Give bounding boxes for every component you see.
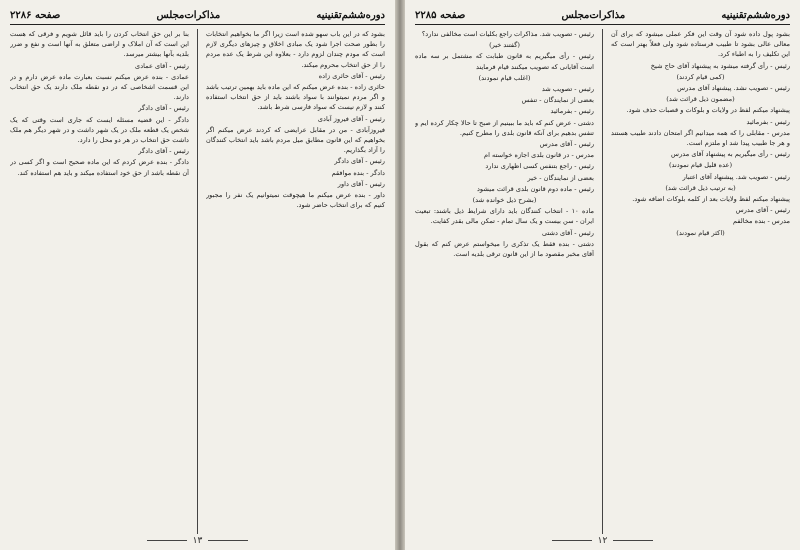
paragraph: بعضی از نمایندگان - خیر bbox=[527, 173, 594, 182]
paragraph: دشتی - بنده فقط یک تذکری را میخواستم عرض کنم که بقول آقای مخبر مقصود ما از این قانون ترقی بلدیه است. bbox=[415, 239, 594, 259]
header-title: مذاکرات‌مجلس bbox=[156, 9, 221, 21]
paragraph: بشود پول داده شود آن وقت این فکر عملی میشود که برای آن معالی عالی بشود تا طبیب فرستاده شود ولی فعلاً بهتر است که این تکلیف را به اطباء کرد. bbox=[611, 30, 790, 59]
paragraph: رئیس - رأی میگیریم به قانون طبابت که مشتمل بر سه ماده است آقایانی که تصویب میکنند قیام فرمایند bbox=[415, 52, 594, 71]
paragraph: (به ترتیب ذیل قرائت شد) bbox=[665, 183, 736, 192]
paragraph: حائری زاده - بنده عرض میکنم که این ماده باید بهمین ترتیب باشد و اگر مردم نمیتوانند با سواد باشند باید از حق انتخاب استفاده کنند و لازم نیست که سواد فارسی شرط باشد. bbox=[206, 83, 385, 112]
header-rule bbox=[415, 24, 790, 25]
paragraph: عمادی - بنده عرض میکنم نسبت بعبارت ماده عرض دارم و در این قسمت اشخاصی که در دو نقطه ملک دارند یک حق انتخاب دارند. bbox=[10, 72, 189, 102]
paragraph: رئیس - بفرمائید bbox=[550, 107, 594, 116]
paragraph: رئیس - تصویب شد bbox=[541, 85, 594, 94]
paragraph: پیشنهاد میکنم لفظ ولایات بعد از کلمه بلوکات اضافه شود. bbox=[632, 195, 790, 204]
page-number: ۱۳ bbox=[0, 536, 395, 546]
paragraph: دادگر - بنده عرض کردم که این ماده صحیح است و اگر کسی در آن نقطه باشد از حق خود استفاده میکند و باید هم استفاده کند. bbox=[10, 158, 189, 177]
book-gutter bbox=[395, 0, 405, 550]
paragraph: رئیس - تصویب شد. پیشنهاد آقای اعتبار bbox=[682, 172, 790, 181]
header-rule bbox=[10, 24, 385, 25]
paragraph: (گفتند خیر) bbox=[489, 41, 520, 50]
paragraph: رئیس - آقای عمادی bbox=[135, 61, 189, 70]
text-columns bbox=[10, 29, 385, 534]
header-page: صفحه ۲۲۸۶ bbox=[10, 9, 61, 21]
paragraph: رئیس - آقای فیروز آبادی bbox=[317, 114, 385, 123]
paragraph: رئیس - تصویب شد. مذاکرات راجع بکلیات است مخالفی ندارد؟ bbox=[421, 30, 594, 38]
column-left bbox=[10, 29, 189, 534]
header-volume: دوره‌ششم‌تقنینیه bbox=[721, 9, 790, 21]
paragraph: (مضمون ذیل قرائت شد) bbox=[666, 95, 735, 104]
paragraph: مدرس - در قانون بلدی اجازه خواسته ام bbox=[484, 151, 594, 160]
paragraph: مدرس - بنده مخالفم bbox=[732, 217, 790, 226]
page-header bbox=[10, 8, 385, 22]
paragraph: رئیس - آقای حائری زاده bbox=[318, 71, 385, 80]
paragraph: فیروزآبادی - من در مقابل عرایضی که کردند عرض میکنم اگر بخواهیم که این قانون مطابق میل مردم باشد باید انتخاب کنندگان را آزاد بگذاریم. bbox=[206, 125, 385, 155]
paragraph: رئیس - رأی میگیریم به پیشنهاد آقای مدرس bbox=[671, 150, 790, 159]
column-divider bbox=[602, 29, 603, 534]
paragraph: مدرس - مقابلی را که همه میدانیم اگر امتحان دادند طبیب هستند و هر جا طبیب پیدا شد او ملتزم است. bbox=[611, 128, 790, 148]
paragraph: (بشرح ذیل خوانده شد) bbox=[472, 196, 537, 205]
paragraph: دادگر - بنده موافقم bbox=[331, 168, 385, 177]
paragraph: رئیس - ماده دوم قانون بلدی قرائت میشود bbox=[476, 184, 594, 193]
paragraph: رئیس - آقای داور bbox=[337, 179, 385, 188]
column-left bbox=[415, 29, 594, 534]
paragraph: بنا بر این حق انتخاب کردن را باید قائل شویم و فرقی که هست این است که آن املاک و اراضی متعلق به آنها است و نفع و ضرر بلدیه بآنها بیشتر میرسد. bbox=[10, 30, 189, 59]
paragraph: دادگر - این قضیه مسئله ایست که جاری است وقتی که یک شخص یک قطعه ملک در یک شهر داشت و در شهر دیگر هم ملک داشت حق انتخاب در هر دو محل را دارد. bbox=[10, 115, 189, 145]
header-page: صفحه ۲۲۸۵ bbox=[415, 9, 466, 21]
text-columns bbox=[415, 29, 790, 534]
column-right bbox=[611, 29, 790, 534]
left-page bbox=[0, 0, 395, 550]
paragraph: رئیس - آقای دادگر bbox=[138, 104, 189, 113]
paragraph: رئیس - آقای مدرس bbox=[539, 140, 594, 149]
paragraph: رئیس - آقای دادگر bbox=[138, 147, 189, 156]
paragraph: پیشنهاد میکنم لفظ در ولایات و بلوکات و قصبات حذف شود. bbox=[626, 106, 790, 115]
paragraph: بشود که در این باب سهو شده است زیرا اگر ما بخواهیم انتخابات را بطور صحت اجرا شود یک مبادی اخلاق و چیزهای دیگری لازم است که مودم چندان لزوم دارد - بعلاوه این شرط یک عده مردم را از حق انتخاب محروم میکند. bbox=[206, 30, 385, 69]
paragraph: ماده ۱۰ - انتخاب کنندگان باید دارای شرایط ذیل باشند: تبعیت ایران - سن بیست و یک سال تمام - تمکن مالی بقدر کفایت. bbox=[415, 207, 594, 226]
page-number: ۱۲ bbox=[405, 536, 800, 546]
paragraph: (عده قلیل قیام نمودند) bbox=[668, 161, 733, 170]
column-right bbox=[206, 29, 385, 534]
paragraph: رئیس - آقای دشتی bbox=[541, 228, 594, 237]
paragraph: رئیس - رأی گرفته میشود به پیشنهاد آقای حاج شیخ bbox=[650, 61, 790, 70]
paragraph: رئیس - راجع بتنفس کسی اظهاری ندارد bbox=[485, 162, 594, 171]
paragraph: (کمی قیام کردند) bbox=[676, 72, 725, 81]
paragraph: رئیس - بفرمائید bbox=[746, 117, 790, 126]
right-page bbox=[405, 0, 800, 550]
paragraph: داور - بنده عرض میکنم ما هیچوقت نمیتوانیم یک نفر را مجبور کنیم که برای انتخاب حاضر شود. bbox=[206, 191, 385, 210]
header-volume: دوره‌ششم‌تقنینیه bbox=[316, 9, 385, 21]
paragraph: (اکثر قیام نمودند) bbox=[676, 228, 725, 237]
paragraph: بعضی از نمایندگان - تنفس bbox=[521, 96, 594, 105]
paragraph: رئیس - آقای مدرس bbox=[735, 206, 790, 215]
column-divider bbox=[197, 29, 198, 534]
paragraph: دشتی - عرض کنم که باید ما ببینیم از صبح تا حالا چکار کرده ایم و تنفس بدهیم برای آنکه قانون بلدی را مطرح کنیم. bbox=[415, 118, 594, 137]
paragraph: رئیس - آقای دادگر bbox=[334, 157, 385, 166]
page-header bbox=[415, 8, 790, 22]
paragraph: رئیس - تصویب نشد. پیشنهاد آقای مدرس bbox=[677, 84, 790, 93]
header-title: مذاکرات‌مجلس bbox=[561, 9, 626, 21]
paragraph: (اغلب قیام نمودند) bbox=[478, 73, 531, 82]
